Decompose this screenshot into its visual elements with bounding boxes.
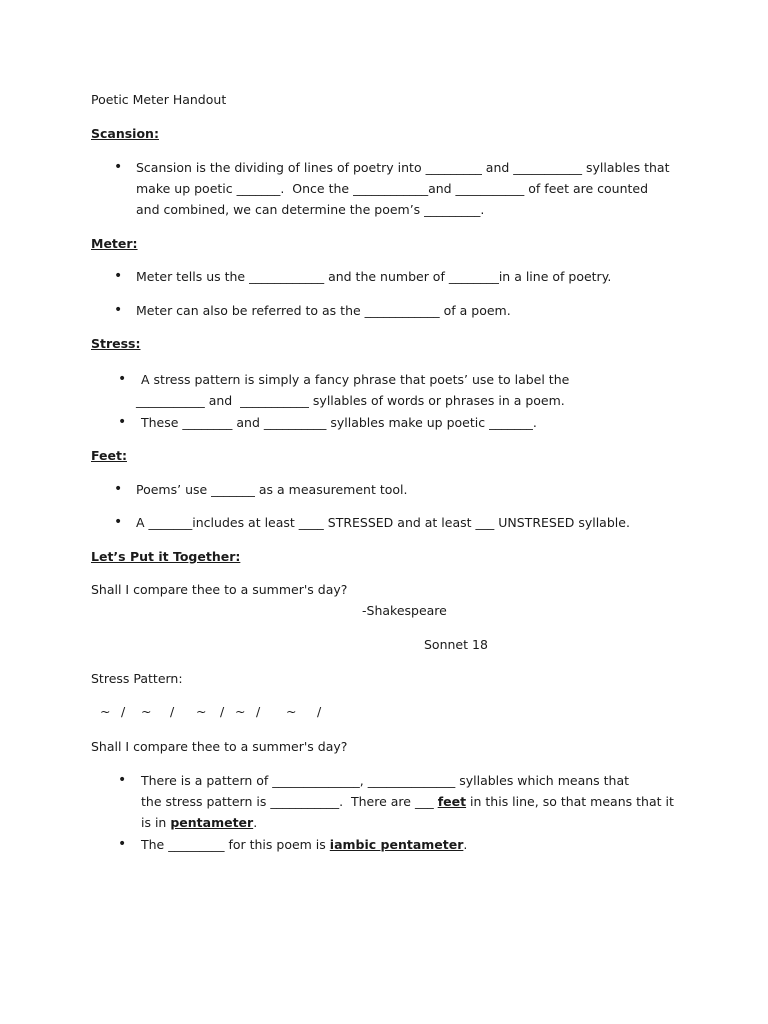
stress-mark-unstressed: ~ [100,704,111,719]
stress-bullet1-line1: A stress pattern is simply a fancy phrase that poets’ use to label the [141,372,570,387]
quote-attribution: -Shakespeare [362,603,447,618]
stress-mark-unstressed: ~ [286,704,297,719]
meter-bullet2: Meter can also be referred to as the ____________ of a poem. [136,303,511,318]
bullet-glyph: • [114,159,123,175]
feet-bullet1: Poems’ use _______ as a measurement tool. [136,482,408,497]
heading-meter: Meter: [91,236,138,251]
page-title: Poetic Meter Handout [91,92,227,107]
bullet-glyph: • [118,371,127,387]
together-bullet1-line3-suffix: . [253,815,258,830]
scansion-bullet1-line2: make up poetic _______. Once the ____________and ___________ of feet are counted [136,181,649,196]
together-bullet1-line2 [141,794,674,810]
stress-mark-stressed: / [256,704,261,719]
sonnet-quote: Shall I compare thee to a summer's day? [91,582,348,597]
feet-bullet2: A _______includes at least ____ STRESSED and at least ___ UNSTRESED syllable. [136,515,630,530]
stress-mark-unstressed: ~ [235,704,246,719]
term-pentameter: pentameter [170,815,254,830]
bullet-glyph: • [114,514,123,530]
meter-bullet1: Meter tells us the ____________ and the number of ________in a line of poetry. [136,269,612,284]
together-bullet1-line2-prefix: the stress pattern is ___________. There are ___ [141,794,438,809]
stress-mark-stressed: / [317,704,322,719]
bullet-glyph: • [118,414,127,430]
quote-source: Sonnet 18 [424,637,488,652]
bullet-glyph: • [114,268,123,284]
heading-scansion: Scansion: [91,126,159,141]
scansion-bullet1-line3: and combined, we can determine the poem’s _________. [136,202,485,217]
term-feet: feet [437,794,467,809]
scansion-bullet1-line1: Scansion is the dividing of lines of poetry into _________ and ___________ syllables that [136,160,670,175]
together-bullet1-line3 [141,815,257,831]
stress-pattern-label: Stress Pattern: [91,671,183,686]
stress-bullet1-line2: ___________ and ___________ syllables of words or phrases in a poem. [136,393,565,408]
together-bullet2-suffix: . [463,837,468,852]
together-bullet1-line2-suffix: in this line, so that means that it [466,794,674,809]
stress-mark-unstressed: ~ [196,704,207,719]
term-iambic-pentameter: iambic pentameter [329,837,464,852]
stress-mark-stressed: / [220,704,225,719]
together-bullet2 [141,837,467,853]
heading-stress: Stress: [91,336,141,351]
together-bullet2-prefix: The _________ for this poem is [141,837,330,852]
together-bullet1-line1: There is a pattern of ______________, ______________ syllables which means that [141,773,630,788]
bullet-glyph: • [118,836,127,852]
heading-together: Let’s Put it Together: [91,549,241,564]
stress-mark-stressed: / [170,704,175,719]
bullet-glyph: • [118,772,127,788]
sonnet-quote-repeat: Shall I compare thee to a summer's day? [91,739,348,754]
together-bullet1-line3-prefix: is in [141,815,171,830]
heading-feet: Feet: [91,448,127,463]
bullet-glyph: • [114,302,123,318]
bullet-glyph: • [114,481,123,497]
stress-bullet2: These ________ and __________ syllables make up poetic _______. [141,415,537,430]
stress-mark-stressed: / [121,704,126,719]
stress-mark-unstressed: ~ [141,704,152,719]
